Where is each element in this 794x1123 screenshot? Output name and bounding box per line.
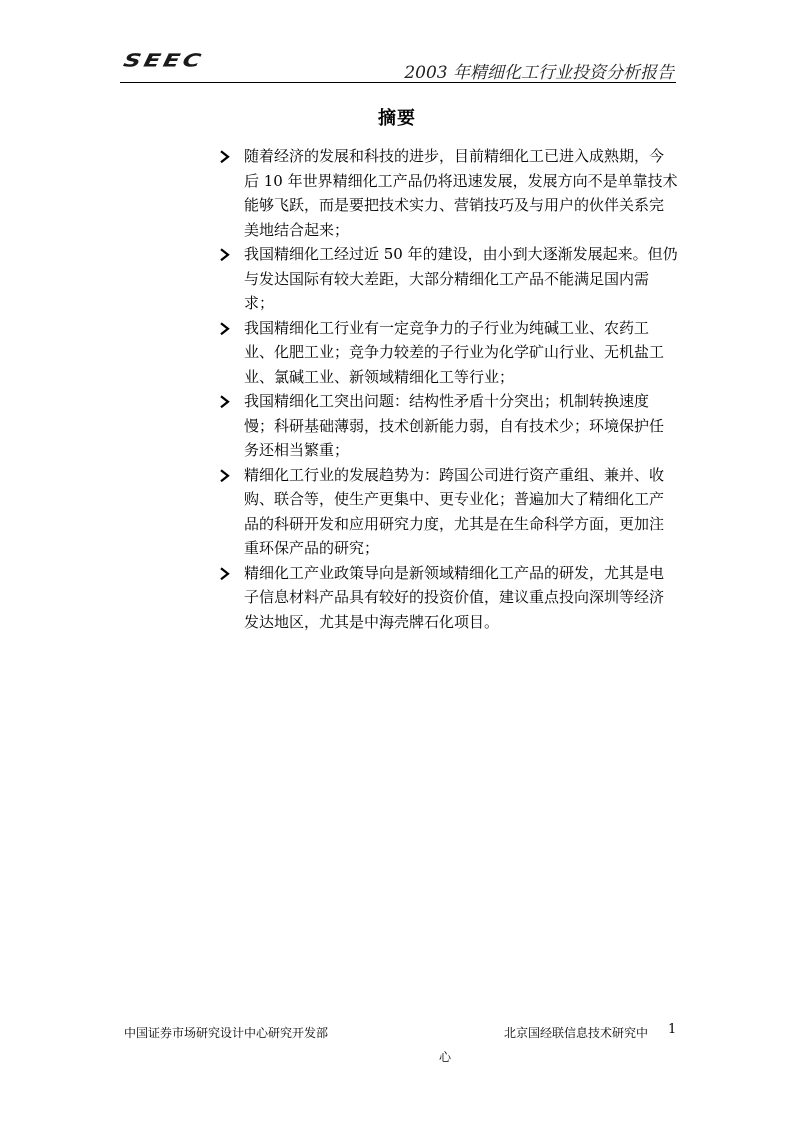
arrow-bullet-icon [218, 144, 232, 169]
page-header [120, 48, 676, 84]
bullet-item [216, 242, 678, 316]
bullet-text: 我国精细化工突出问题：结构性矛盾十分突出；机制转换速度慢；科研基础薄弱，技术创新能力弱，自有技术少；环境保护任务还相当繁重； [244, 392, 665, 459]
footer-right-org [438, 1024, 656, 1066]
arrow-bullet-icon [218, 561, 232, 586]
abstract-bullet-list [216, 144, 678, 634]
footer-right-line2: 心 [438, 1050, 451, 1064]
footer-left-org: 中国证券市场研究设计中心研究开发部 [124, 1026, 329, 1040]
bullet-text: 精细化工产业政策导向是新领域精细化工产品的研发，尤其是电子信息材料产品具有较好的投资价值，建议重点投向深圳等经济发达地区，尤其是中海壳牌石化项目。 [244, 563, 665, 631]
bullet-text: 精细化工行业的发展趋势为：跨国公司进行资产重组、兼并、收购、联合等，使生产更集中、更专业化；普遍加大了精细化工产品的科研开发和应用研究力度，尤其是在生命科学方面，更加注重环保产品的研究； [244, 465, 665, 557]
bullet-item [216, 389, 678, 463]
bullet-item [216, 561, 678, 635]
page-number: 1 [668, 1022, 677, 1037]
bullet-item [216, 144, 678, 242]
footer-right-line1: 北京国经联信息技术研究中 [504, 1026, 649, 1040]
bullet-text: 我国精细化工经过近 50 年的建设，由小到大逐渐发展起来。但仍与发达国际有较大差距，大部分精细化工产品不能满足国内需求； [244, 245, 678, 312]
arrow-bullet-icon [218, 389, 232, 414]
header-divider [120, 82, 676, 83]
report-title-header: 2003 年精细化工行业投资分析报告 [404, 63, 674, 83]
seec-logo: SEEC [121, 50, 206, 71]
bullet-item [216, 463, 678, 561]
abstract-heading: 摘要 [378, 108, 416, 129]
arrow-bullet-icon [218, 463, 232, 488]
arrow-bullet-icon [218, 242, 232, 267]
bullet-item [216, 316, 678, 390]
bullet-text: 我国精细化工行业有一定竞争力的子行业为纯碱工业、农药工业、化肥工业；竞争力较差的子行业为化学矿山行业、无机盐工业、氯碱工业、新领域精细化工等行业； [244, 318, 665, 386]
bullet-text: 随着经济的发展和科技的进步，目前精细化工已进入成熟期，今后 10 年世界精细化工产品仍将迅速发展，发展方向不是单靠技术能够飞跃，而是要把技术实力、营销技巧及与用户的伙伴关系完美地结合起来； [244, 147, 678, 239]
arrow-bullet-icon [218, 316, 232, 341]
